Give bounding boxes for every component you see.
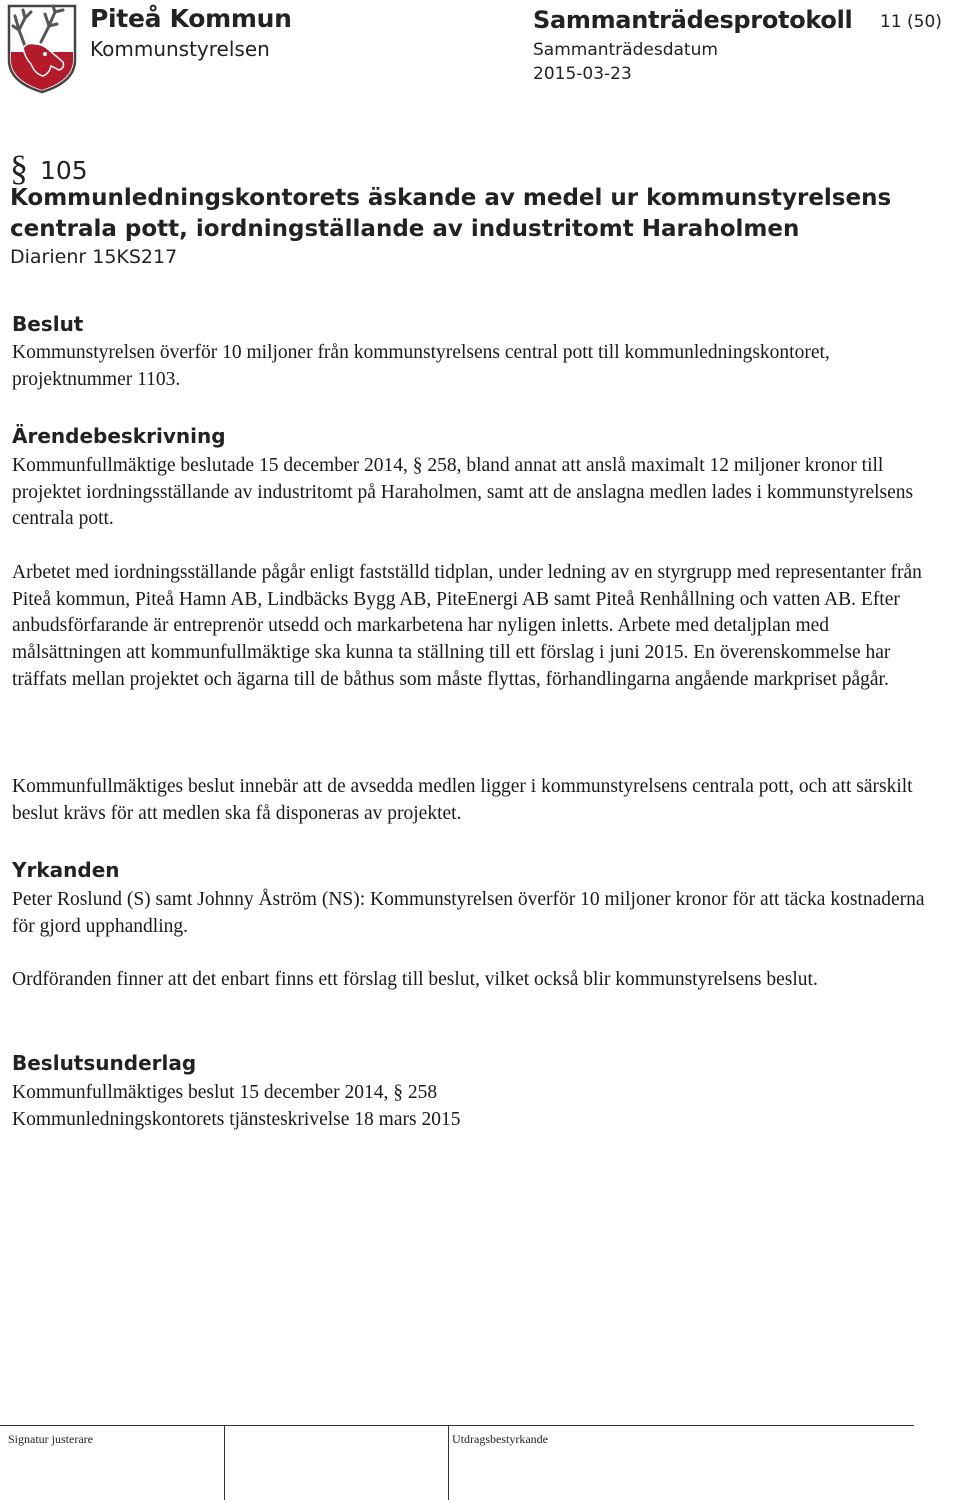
beslut-text: Kommunstyrelsen överför 10 miljoner från kommunstyrelsens central pott till kommunledningskontoret, projektnummer 1103. (12, 342, 830, 390)
footer-divider (0, 1425, 914, 1426)
arendebeskrivning-heading: Ärendebeskrivning (12, 424, 226, 448)
beslutsunderlag-heading: Beslutsunderlag (12, 1051, 197, 1075)
arendebeskrivning-paragraph: Kommunfullmäktiges beslut innebär att de avsedda medlen ligger i kommunstyrelsens centrala pott, och att särskilt beslut krävs för att medlen ska få disponeras av projektet. (12, 776, 913, 824)
beslutsunderlag-item: Kommunledningskontorets tjänsteskrivelse 18 mars 2015 (12, 1109, 461, 1130)
section-title: Kommunledningskontorets äskande av medel ur kommunstyrelsens centrala pott, iordningställande av industritomt Haraholmen (10, 185, 892, 242)
footer-column-divider (224, 1425, 225, 1500)
utdragsbestyrkande-label: Utdragsbestyrkande (452, 1432, 548, 1446)
beslutsunderlag-item: Kommunfullmäktiges beslut 15 december 2014, § 258 (12, 1082, 438, 1103)
yrkanden-paragraph: Peter Roslund (S) samt Johnny Åström (NS): Kommunstyrelsen överför 10 miljoner kronor för att täcka kostnaderna för gjord upphandling. (12, 889, 925, 937)
meeting-date-label: Sammanträdesdatum (533, 40, 718, 60)
organization-name: Piteå Kommun (90, 4, 292, 33)
arendebeskrivning-paragraph: Arbetet med iordningsställande pågår enligt fastställd tidplan, under ledning av en styrgrupp med representanter från Piteå kommun, Piteå Hamn AB, Lindbäcks Bygg AB, PiteEnergi AB samt Piteå Renhållning och vatten AB. Efter anbudsförfarande är entreprenör utsedd och markarbetena har nyligen inletts. Arbete med detaljplan med målsättningen att kommunfullmäktige ska kunna ta ställning till ett förslag i juni 2015. En överenskommelse har träffats mellan projektet och ägarna till de båthus som måste flyttas, förhandlingarna angående markpriset pågår. (12, 562, 922, 690)
arendebeskrivning-paragraph: Kommunfullmäktige beslutade 15 december 2014, § 258, bland annat att anslå maximalt 12 miljoner kronor till projektet iordningsställande av industritomt på Haraholmen, samt att de anslagna medlen lades i kommunstyrelsens centrala pott. (12, 455, 914, 530)
footer-column-divider (448, 1425, 449, 1500)
beslut-heading: Beslut (12, 312, 84, 336)
diarienummer: Diarienr 15KS217 (10, 246, 178, 268)
paragraph-sign: § (10, 148, 28, 188)
yrkanden-heading: Yrkanden (12, 858, 120, 882)
document-type: Sammanträdesprotokoll (533, 6, 853, 34)
signatur-justerare-label: Signatur justerare (8, 1432, 93, 1446)
meeting-date: 2015-03-23 (533, 64, 632, 84)
department-name: Kommunstyrelsen (90, 37, 270, 61)
section-number-row (10, 150, 88, 186)
yrkanden-paragraph: Ordföranden finner att det enbart finns ett förslag till beslut, vilket också blir kommunstyrelsens beslut. (12, 969, 818, 990)
page-number: 11 (50) (880, 12, 942, 32)
section-number: 105 (40, 156, 88, 185)
reindeer-coat-of-arms-icon (5, 2, 79, 94)
